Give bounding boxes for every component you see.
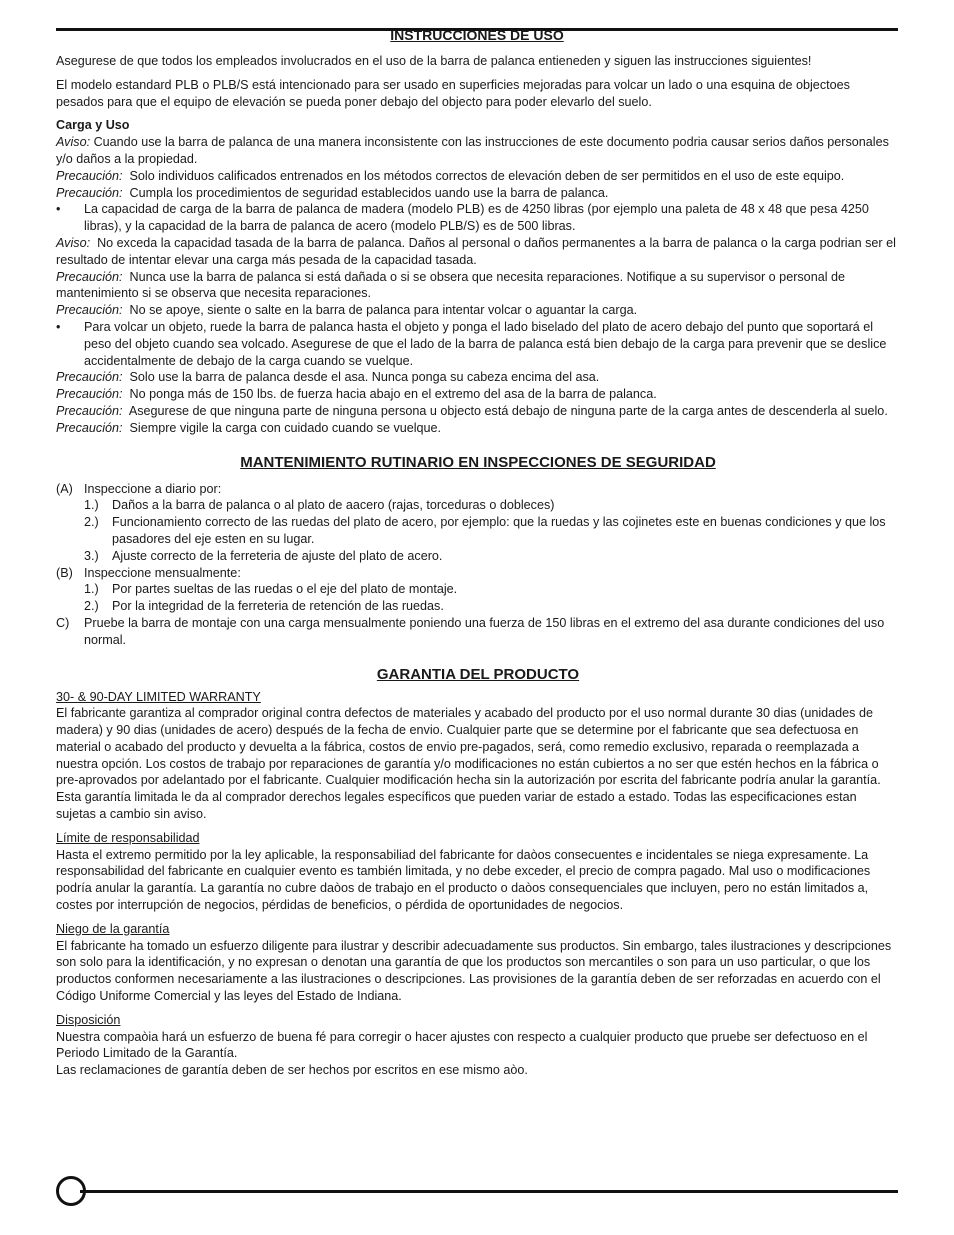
caution-note <box>56 369 900 386</box>
carga-uso-heading: Carga y Uso <box>56 118 130 133</box>
inspection-item <box>56 481 900 498</box>
caution-note <box>56 134 900 168</box>
caution-note <box>56 235 900 269</box>
warranty-subheading: Disposición <box>56 1012 121 1027</box>
inspection-marker: 1.) <box>84 582 99 597</box>
warranty-text: Hasta el extremo permitido por la ley aplicable, la responsabiliad del fabricante for daòos consecuentes e incidentales se niega expresamente. La responsabilidad del fabricante en cualquier evento es también limitada, y no debe exceder, el precio de compra pagado. Mal uso o modificaciones podría anular la garantía. La garantía no cubre daòos de trabajo en el producto o daòos consequenciales que incluyen, pero no están limitados a, costes por interrupción de negocios, pérdidas de beneficios, o pérdida de oportunidades de negocios. <box>56 847 871 913</box>
caution-note <box>56 386 900 403</box>
caution-note <box>56 403 900 420</box>
warranty-subheading: Niego de la garantía <box>56 921 170 936</box>
bullet-text: La capacidad de carga de la barra de palanca de madera (modelo PLB) es de 4250 libras (por ejemplo una paleta de 48 x 48 que pesa 4250 libras), y la capacidad de la barra de palanca de acero (modelo PLB/S) es de 500 libras. <box>84 202 869 234</box>
maintenance-list <box>56 481 900 649</box>
bullet-item <box>56 319 900 369</box>
inspection-marker: C) <box>56 615 70 630</box>
inspection-marker: (B) <box>56 565 73 580</box>
note-label: Precaución: <box>56 387 123 402</box>
model-paragraph: El modelo estandard PLB o PLB/S está intencionado para ser usado en superficies mejoradas para volcar un lado o una esquina de objectoes pesados para que el equipo de elevación se pueda poner debajo del objecto para poder elevarlo del suelo. <box>56 77 850 109</box>
inspection-text: Por partes sueltas de las ruedas o el eje del plato de montaje. <box>112 582 458 597</box>
warranty-subheading: Límite de responsabilidad <box>56 830 200 845</box>
inspection-text: Inspeccione a diario por: <box>84 481 222 496</box>
note-text: Cuando use la barra de palanca de una manera inconsistente con las instrucciones de este documento podria causar serios daños personales y/o daños a la propiedad. <box>56 135 893 166</box>
caution-note <box>56 269 900 303</box>
note-text: No exceda la capacidad tasada de la barra de palanca. Daños al personal o daños permanentes a la barra de palanca o la carga podrian ser el resultado de intentar elevar una carga más pesada de la capacidad tasada. <box>56 235 900 267</box>
inspection-item <box>56 514 900 548</box>
inspection-item <box>56 565 900 582</box>
intro-paragraph: Asegurese de que todos los empleados involucrados en el uso de la barra de palanca entieneden y siguen las instrucciones siguientes! <box>56 54 812 68</box>
bullet-marker: • <box>56 319 61 334</box>
inspection-item <box>56 497 900 514</box>
note-text: No se apoye, siente o salte en la barra de palanca para intentar volcar o aguantar la carga. <box>122 303 638 318</box>
note-text: Solo individuos calificados entrenados en los métodos correctos de elevación deben de ser permitidos en el uso de este equipo. <box>122 168 845 183</box>
caution-note <box>56 168 900 185</box>
inspection-item <box>56 615 900 649</box>
note-text: Cumpla los procedimientos de seguridad establecidos uando use la barra de palanca. <box>122 185 609 200</box>
note-label: Aviso: <box>56 135 91 150</box>
bullet-text: Para volcar un objeto, ruede la barra de palanca hasta el objeto y ponga el lado biselado del plato de acero debajo del punto que soportará el peso del objeto cuando sea volcado. Asegurese de que el lado de la barra de palanca está bien debajo de la carga para prevenir que se deslice accidentalmente de debajo de la carga cuando se vuelque. <box>84 319 887 368</box>
inspection-text: Por la integridad de la ferreteria de retención de las ruedas. <box>112 599 444 614</box>
bottom-rule <box>80 1190 898 1193</box>
inspection-marker: 2.) <box>84 599 99 614</box>
warranty-blocks <box>56 689 900 1080</box>
inspection-item <box>56 581 900 598</box>
inspection-marker: (A) <box>56 481 73 496</box>
note-label: Precaución: <box>56 370 123 385</box>
note-label: Precaución: <box>56 420 123 435</box>
section-title-garantia: GARANTIA DEL PRODUCTO <box>376 665 580 683</box>
inspection-text: Funcionamiento correcto de las ruedas del plato de acero, por ejemplo: que la ruedas y las cojinetes este en buenas condiciones y que los pasadores del eje esten en su lugar. <box>112 515 886 546</box>
warranty-subheading: 30- & 90-DAY LIMITED WARRANTY <box>56 689 261 704</box>
caution-note <box>56 420 900 437</box>
section-title-instrucciones: INSTRUCCIONES DE USO <box>390 27 564 43</box>
bullet-item <box>56 201 900 235</box>
note-label: Precaución: <box>56 269 123 284</box>
warranty-text: Nuestra compaòia hará un esfuerzo de buena fé para corregir o hacer ajustes con respecto a cualquier producto que pruebe ser defectuoso en el Periodo Limitado de la Garantía. Las reclamaciones de garantía deben de ser hechos por escritos en ese mismo aòo. <box>56 1029 868 1078</box>
caution-note <box>56 185 900 202</box>
note-label: Precaución: <box>56 168 123 183</box>
inspection-item <box>56 548 900 565</box>
note-text: Nunca use la barra de palanca si está dañada o si se obsera que necesita reparaciones. Notifique a su supervisor o personal de mantenimiento si se observa que necesita reparaciones. <box>56 269 849 301</box>
inspection-marker: 3.) <box>84 548 99 563</box>
usage-notes-list <box>56 134 900 436</box>
inspection-marker: 1.) <box>84 498 99 513</box>
inspection-text: Pruebe la barra de montaje con una carga mensualmente poniendo una fuerza de 150 libras en el extremo del asa durante condiciones del uso normal. <box>84 615 885 647</box>
note-label: Precaución: <box>56 303 123 318</box>
note-text: Solo use la barra de palanca desde el asa. Nunca ponga su cabeza encima del asa. <box>122 370 600 385</box>
note-label: Precaución: <box>56 185 123 200</box>
inspection-text: Ajuste correcto de la ferreteria de ajuste del plato de acero. <box>112 548 443 563</box>
inspection-marker: 2.) <box>84 515 99 530</box>
note-text: Asegurese de que ninguna parte de ninguna persona u objecto está debajo de ninguna parte de la carga antes de descenderla al suelo. <box>122 403 888 418</box>
bullet-marker: • <box>56 202 61 217</box>
inspection-text: Inspeccione mensualmente: <box>84 565 241 580</box>
document-body <box>56 53 900 1079</box>
inspection-item <box>56 598 900 615</box>
note-text: Siempre vigile la carga con cuidado cuando se vuelque. <box>122 420 442 435</box>
note-label: Aviso: <box>56 235 91 250</box>
inspection-text: Daños a la barra de palanca o al plato de aacero (rajas, torceduras o dobleces) <box>112 498 555 513</box>
caution-note <box>56 302 900 319</box>
warranty-text: El fabricante garantiza al comprador original contra defectos de materiales y acabado del producto por el uso normal durante 30 dias (unidades de madera) y 90 dias (unidades de acero) después de la fecha de envio. Cualquier parte que se determine por el fabricante que sea defectuosa en material o acabado del producto y devuelta a la fábrica, costos de envio pre-pagados, será, como remedio exclusivo, reparada o reemplazada a nuestra opción. Los costos de trabajo por reparaciones de garantía y/o modificaciones no están cubiertos a no ser que estén hechos en la fábrica o pre-aprovados por adelantado por el fabricante. Cualquier modificación hecha sin la autorización por escrita del fabricante podría anular la garantía. Esta garantía limitada le da al comprador derechos legales específicos que pueden variar de estado a estado. Todas las especificaciones estan sujetas a cambio sin aviso. <box>56 706 881 822</box>
note-text: No ponga más de 150 lbs. de fuerza hacia abajo en el extremo del asa de la barra de palanca. <box>122 387 657 402</box>
section-title-mantenimiento: MANTENIMIENTO RUTINARIO EN INSPECCIONES DE SEGURIDAD <box>240 453 716 471</box>
warranty-text: El fabricante ha tomado un esfuerzo diligente para ilustrar y describir adecuadamente sus productos. Sin embargo, tales ilustraciones y descripciones son solo para la identificación, y no expresan o denotan una garantía de que los productos son mercantiles o son para un uso particular, o que los productos conformen necesariamente a las ilustraciones o descripciones. Las provisiones de la garantía deben de ser reforzadas en acuerdo con el Código Uniforme Comercial y las leyes del Estado de Indiana. <box>56 938 892 1004</box>
note-label: Precaución: <box>56 403 123 418</box>
